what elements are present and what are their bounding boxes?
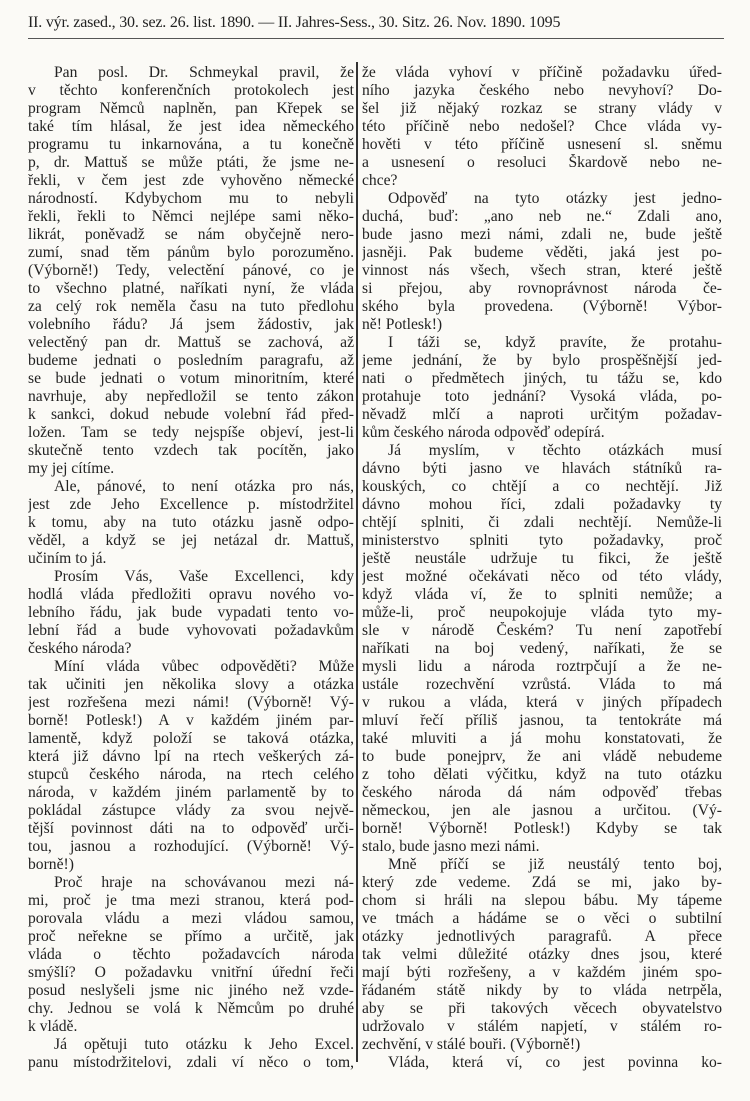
text-line: panu místodržitelovi, zdali ví něco o tom, bbox=[28, 1054, 354, 1071]
text-line: Já opětuji tuto otázku k Jeho Excel. bbox=[54, 1036, 354, 1053]
text-line: Proč hraje na schovávanou mezi ná- bbox=[54, 874, 354, 891]
text-line: velectěný pan dr. Mattuš se zachová, až bbox=[28, 334, 354, 351]
text-line: zumí, snad těm pánům bylo porozuměno. bbox=[28, 244, 354, 261]
text-line: porovala vládu a mezi vládou samou, bbox=[28, 910, 354, 927]
text-line: I táži se, když pravíte, že protahu- bbox=[388, 334, 722, 351]
text-line: ního jazyka českého nebo nevyhoví? Do- bbox=[362, 82, 722, 99]
text-line: k vládě. bbox=[28, 1018, 78, 1035]
text-line: která již dávno lpí na rtech veškerých zá- bbox=[28, 748, 354, 765]
text-line: něvadž mlčí a naproti určitým požadav- bbox=[362, 406, 722, 423]
text-line: českého národa? bbox=[28, 640, 132, 657]
paragraph bbox=[362, 64, 722, 190]
text-line: mají býti rozřešeny, a v každém jiném spo- bbox=[362, 964, 722, 981]
paragraph bbox=[28, 64, 354, 478]
text-line: Odpověď na tyto otázky jest jedno- bbox=[388, 190, 722, 207]
text-line: řekli, v čem jest zde vyhověno německé bbox=[28, 172, 354, 189]
text-line: za celý rok neměla času na tuto předlohu bbox=[28, 298, 354, 315]
text-line: borně! Potlesk!) A v každém jiném par- bbox=[28, 712, 354, 729]
text-line: ministerstvo splniti tyto požadavky, proč bbox=[362, 532, 722, 549]
paragraph bbox=[362, 190, 722, 334]
text-line: jasněji. Pak budeme věděti, jaká jest po- bbox=[362, 244, 722, 261]
text-line: p, dr. Mattuš se může ptáti, že jsme ne- bbox=[28, 154, 354, 171]
text-line: (Výborně!) Tedy, velectění pánové, co je bbox=[28, 262, 354, 279]
text-line: proč neřekne se přímo a určitě, jak bbox=[28, 928, 354, 945]
text-line: hověti v této příčině usnesení sl. sněmu bbox=[362, 136, 722, 153]
text-line: si přejou, aby rovnoprávnost národa če- bbox=[362, 280, 722, 297]
text-line: tější povinnost dáti na to odpověď urči- bbox=[28, 820, 354, 837]
text-line: kouských, co chtějí a co nechtějí. Již bbox=[362, 478, 722, 495]
text-line: otázky jednotlivých paragrafů. A přece bbox=[362, 928, 722, 945]
text-line: jest možné očekávati něco od této vlády, bbox=[362, 568, 722, 585]
paragraph bbox=[362, 856, 722, 1054]
text-line: likrát, poněvadž se nám obyčejně nero- bbox=[28, 226, 354, 243]
text-line: že vláda vyhoví v příčině požadavku úřed- bbox=[362, 64, 722, 81]
paragraph bbox=[362, 442, 722, 856]
text-line: navrhuje, aby nepředložil se tento zákon bbox=[28, 388, 354, 405]
text-line: kům českého národa odpověď odepírá. bbox=[362, 424, 605, 441]
text-line: Ale, pánové, to není otázka pro nás, bbox=[54, 478, 354, 495]
text-line: v těchto konferenčních protokolech jest bbox=[28, 82, 354, 99]
paragraph bbox=[28, 478, 354, 568]
text-line: dávno býti jasno ve hlavách státníků ra- bbox=[362, 460, 722, 477]
column-divider bbox=[356, 62, 358, 1062]
text-line: lamentě, když položí se taková otázka, bbox=[28, 730, 354, 747]
text-line: protahuje toto jednání? Vysoká vláda, po- bbox=[362, 388, 722, 405]
text-line: mluví řečí příliš jasnou, ta tentokráte má bbox=[362, 712, 722, 729]
text-line: dávno mohou říci, zdali požadavky ty bbox=[362, 496, 722, 513]
text-line: mi, proč je tma mezi stranou, která pod- bbox=[28, 892, 354, 909]
text-line: aby se při takových věcech obyvatelstvo bbox=[362, 1000, 722, 1017]
text-line: z toho dělati výčitku, když na tuto otázku bbox=[362, 766, 722, 783]
text-line: v rukou a vláda, která v jiných případech bbox=[362, 694, 722, 711]
text-line: chtějí splniti, či zdali nechtějí. Nemůže-li bbox=[362, 514, 722, 531]
text-line: ve tmách a hádáme se o věci o subtilní bbox=[362, 910, 722, 927]
running-header: II. výr. zased., 30. sez. 26. list. 1890. — II. Jahres-Sess., 30. Sitz. 26. Nov. 1890. 1095 bbox=[28, 14, 561, 31]
text-line: se bude jednati o votum minoritním, které bbox=[28, 370, 354, 387]
paragraph bbox=[362, 334, 722, 442]
text-line: Já myslím, v těchto otázkách musí bbox=[388, 442, 722, 459]
text-line: řádaném státě nikdy by to vláda netrpěla, bbox=[362, 982, 722, 999]
paragraph bbox=[362, 1054, 722, 1072]
text-line: stupců českého národa, na rtech celého bbox=[28, 766, 354, 783]
text-line: zechvění, v stálé bouři. (Výborně!) bbox=[362, 1036, 581, 1053]
text-line: vinnost nás všech, všech stran, které ještě bbox=[362, 262, 722, 279]
text-line: program Němců naplněn, pan Křepek se bbox=[28, 100, 354, 117]
text-line: Pan posl. Dr. Schmeykal pravil, že bbox=[54, 64, 354, 81]
text-line: tak učiniti jen několika slovy a otázka bbox=[28, 676, 354, 693]
text-line: jest zde Jeho Excellence p. místodržitel bbox=[28, 496, 354, 513]
text-line: učiním to já. bbox=[28, 550, 107, 567]
text-line: k sankci, dokud nebude volební řád před- bbox=[28, 406, 354, 423]
text-line: věděl, a když se jej netázal dr. Mattuš, bbox=[28, 532, 354, 549]
text-line: jeme jednání, že by bylo prospěšnější jed- bbox=[362, 352, 722, 369]
paragraph bbox=[28, 874, 354, 1036]
text-line: naříkati na boj vedený, naříkati, že se bbox=[362, 640, 722, 657]
text-line: národností. Kdybychom mu to nebyli bbox=[28, 190, 354, 207]
text-line: ského byla provedena. (Výborně! Výbor- bbox=[362, 298, 722, 315]
text-line: lební řád a bude vyhovovati požadavkům bbox=[28, 622, 354, 639]
text-line: stalo, bude jasno mezi námi. bbox=[362, 838, 540, 855]
text-line: této příčině nebo nedošel? Chce vláda vy- bbox=[362, 118, 722, 135]
text-line: Prosím Vás, Vaše Excellenci, kdy bbox=[54, 568, 354, 585]
text-line: duchá, buď: „ano neb ne.“ Zdali ano, bbox=[362, 208, 722, 225]
paragraph bbox=[28, 1036, 354, 1072]
text-line: také mluviti a já mohu konstatovati, že bbox=[362, 730, 722, 747]
text-line: budeme jednati o posledním paragrafu, až bbox=[28, 352, 354, 369]
text-line: německou, jen ale jasnou a určitou. (Vý- bbox=[362, 802, 722, 819]
text-line: volebního řádu? Já jsem žádostiv, jak bbox=[28, 316, 354, 333]
text-line: smýšlí? O požadavku vnitřní úřední řeči bbox=[28, 964, 354, 981]
text-line: bude jasno mezi námi, zdali ne, bude ještě bbox=[362, 226, 722, 243]
text-line: skutečně tento vzdech tak pocítěn, jako bbox=[28, 442, 354, 459]
text-line: ještě neustále udržuje tu fikci, že ještě bbox=[362, 550, 722, 567]
text-line: chy. Jednou se volá k Němcům po druhé bbox=[28, 1000, 354, 1017]
text-line: tak velmi důležité otázky dnes jsou, které bbox=[362, 946, 722, 963]
text-line: jest rozřešena mezi námi! (Výborně! Vý- bbox=[28, 694, 354, 711]
text-line: k tomu, aby na tuto otázku jasně odpo- bbox=[28, 514, 354, 531]
text-line: pokládal zástupce vlády za svou nejvě- bbox=[28, 802, 354, 819]
text-line: mysli lidu a národa roztrpčují a že ne- bbox=[362, 658, 722, 675]
text-line: může-li, proč neupokojuje vláda tyto my- bbox=[362, 604, 722, 621]
text-line: který zde vedeme. Zdá se mi, jako by- bbox=[362, 874, 722, 891]
text-line: národa, v každém jiném parlamentě by to bbox=[28, 784, 354, 801]
text-line: ustále rozechvění vzrůstá. Vláda to má bbox=[362, 676, 722, 693]
text-line: vláda o těchto požadavcích národa bbox=[28, 946, 354, 963]
text-line: udržovalo v stálém napjetí, v stálém ro- bbox=[362, 1018, 722, 1035]
text-line: to všechno platné, naříkati nyní, že vláda bbox=[28, 280, 354, 297]
text-line: nati o předmětech jiných, tu tážu se, kdo bbox=[362, 370, 722, 387]
text-line: to bude ponejprv, že ani vládě nebudeme bbox=[362, 748, 722, 765]
text-line: my jej cítíme. bbox=[28, 460, 115, 477]
text-line: tou, jasnou a rozhodující. (Výborně! Vý- bbox=[28, 838, 354, 855]
text-line: hodlá vláda předložiti opravu nového vo- bbox=[28, 586, 354, 603]
text-line: posud neslyšeli jsme nic jiného než vzde- bbox=[28, 982, 354, 999]
text-line: když vláda ví, že to splniti nemůže; a bbox=[362, 586, 722, 603]
text-line: také tím hlásal, že jest idea německého bbox=[28, 118, 354, 135]
text-line: ložen. Tam se tedy nejspíše objeví, jest-li bbox=[28, 424, 354, 441]
text-line: českého národa dá nám odpověď třebas bbox=[362, 784, 722, 801]
text-line: Vláda, která ví, co jest povinna ko- bbox=[388, 1054, 722, 1071]
text-line: programu tu inkarnována, a tu konečně bbox=[28, 136, 354, 153]
text-line: Mně příčí se již neustálý tento boj, bbox=[388, 856, 722, 873]
text-line: borně! Výborně! Potlesk!) Kdyby se tak bbox=[362, 820, 722, 837]
right-column bbox=[362, 64, 722, 1072]
text-line: chce? bbox=[362, 172, 398, 189]
paragraph bbox=[28, 568, 354, 658]
text-line: borně!) bbox=[28, 856, 74, 873]
text-line: sle v národě Českém? Tu není zapotřebí bbox=[362, 622, 722, 639]
header-rule bbox=[28, 38, 724, 39]
text-line: chom si hráli na slepou bábu. My tápeme bbox=[362, 892, 722, 909]
text-line: a usnesení o resoluci Škardově nebo ne- bbox=[362, 154, 722, 171]
text-line: Míní vláda vůbec odpověděti? Může bbox=[54, 658, 354, 675]
paragraph bbox=[28, 658, 354, 874]
left-column bbox=[28, 64, 354, 1072]
text-line: šel již nějaký rozkaz se strany vlády v bbox=[362, 100, 722, 117]
text-line: ně! Potlesk!) bbox=[362, 316, 443, 333]
text-line: lebního řádu, jak bude vypadati tento vo- bbox=[28, 604, 354, 621]
text-line: řekli, řekli to Němci nejlépe sami něko- bbox=[28, 208, 354, 225]
